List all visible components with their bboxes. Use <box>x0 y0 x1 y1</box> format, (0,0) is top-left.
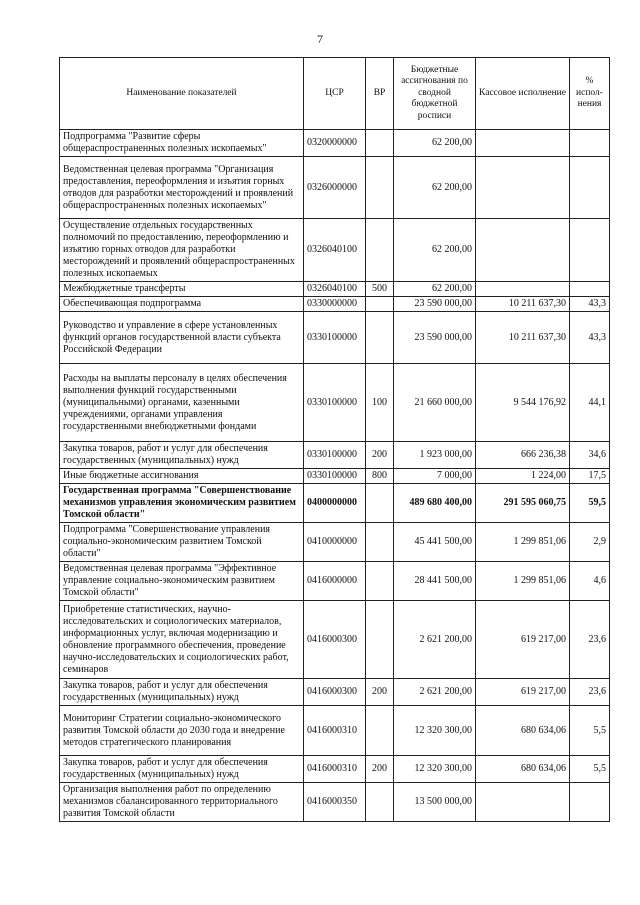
row-vr-cell <box>366 562 394 601</box>
table-row <box>60 562 610 601</box>
table-row <box>60 523 610 562</box>
row-name-cell: Закупка товаров, работ и услуг для обеспечения государственных (муниципальных) нужд <box>60 679 304 706</box>
row-csr-cell: 0330000000 <box>304 297 366 312</box>
row-name-cell: Мониторинг Стратегии социально-экономического развития Томской области до 2030 года и внедрение методов стратегического планирования <box>60 706 304 756</box>
row-cash-cell: 1 224,00 <box>476 469 570 484</box>
row-cash-cell: 619 217,00 <box>476 601 570 679</box>
row-percent-cell: 43,3 <box>570 297 610 312</box>
row-percent-cell: 17,5 <box>570 469 610 484</box>
row-csr-cell: 0410000000 <box>304 523 366 562</box>
row-assigned-cell: 28 441 500,00 <box>394 562 476 601</box>
row-name-cell: Осуществление отдельных государственных полномочий по предоставлению, переоформлению и изъятию горных отводов для разработки месторождений и проявлений общераспространенных полезных ископаемых <box>60 219 304 282</box>
header-percent: % испол-нения <box>570 58 610 130</box>
row-percent-cell: 5,5 <box>570 756 610 783</box>
row-percent-cell <box>570 219 610 282</box>
row-vr-cell <box>366 312 394 364</box>
row-cash-cell: 666 236,38 <box>476 442 570 469</box>
row-assigned-cell: 23 590 000,00 <box>394 297 476 312</box>
page-number: 7 <box>317 32 323 46</box>
header-name: Наименование показателей <box>60 58 304 130</box>
table-row <box>60 756 610 783</box>
row-percent-cell: 23,6 <box>570 601 610 679</box>
row-csr-cell: 0400000000 <box>304 484 366 523</box>
table-row <box>60 282 610 297</box>
row-assigned-cell: 62 200,00 <box>394 130 476 157</box>
row-name-cell: Закупка товаров, работ и услуг для обеспечения государственных (муниципальных) нужд <box>60 442 304 469</box>
row-assigned-cell: 13 500 000,00 <box>394 783 476 822</box>
row-cash-cell: 291 595 060,75 <box>476 484 570 523</box>
table-row <box>60 157 610 219</box>
row-percent-cell: 59,5 <box>570 484 610 523</box>
row-vr-cell <box>366 297 394 312</box>
row-name-cell: Ведомственная целевая программа "Организация предоставления, переоформления и изъятия горных отводов для разработки месторождений и проявлений общераспространенных полезных ископаемых" <box>60 157 304 219</box>
table-row <box>60 297 610 312</box>
row-assigned-cell: 21 660 000,00 <box>394 364 476 442</box>
row-percent-cell: 4,6 <box>570 562 610 601</box>
row-vr-cell <box>366 484 394 523</box>
row-name-cell: Расходы на выплаты персоналу в целях обеспечения выполнения функций государственными (муниципальными) органами, казенными учреждениями, органами управления государственными внебюджетными фондами <box>60 364 304 442</box>
row-percent-cell <box>570 783 610 822</box>
row-vr-cell <box>366 523 394 562</box>
row-assigned-cell: 62 200,00 <box>394 219 476 282</box>
row-csr-cell: 0330100000 <box>304 469 366 484</box>
table-row <box>60 364 610 442</box>
row-percent-cell: 43,3 <box>570 312 610 364</box>
row-vr-cell: 200 <box>366 442 394 469</box>
row-csr-cell: 0416000350 <box>304 783 366 822</box>
row-assigned-cell: 23 590 000,00 <box>394 312 476 364</box>
row-assigned-cell: 12 320 300,00 <box>394 706 476 756</box>
row-name-cell: Государственная программа "Совершенствование механизмов управления экономическим развитием Томской области" <box>60 484 304 523</box>
row-cash-cell: 619 217,00 <box>476 679 570 706</box>
row-cash-cell <box>476 783 570 822</box>
row-csr-cell: 0416000000 <box>304 562 366 601</box>
header-row <box>60 58 610 130</box>
table-row <box>60 312 610 364</box>
row-csr-cell: 0326040100 <box>304 219 366 282</box>
row-name-cell: Иные бюджетные ассигнования <box>60 469 304 484</box>
row-assigned-cell: 7 000,00 <box>394 469 476 484</box>
row-csr-cell: 0330100000 <box>304 442 366 469</box>
row-cash-cell <box>476 157 570 219</box>
header-vr: ВР <box>366 58 394 130</box>
row-vr-cell <box>366 706 394 756</box>
table-row <box>60 469 610 484</box>
row-name-cell: Организация выполнения работ по определению механизмов сбалансированного территориального развития Томской области <box>60 783 304 822</box>
row-csr-cell: 0416000300 <box>304 679 366 706</box>
row-cash-cell: 680 634,06 <box>476 756 570 783</box>
row-cash-cell: 9 544 176,92 <box>476 364 570 442</box>
row-cash-cell: 10 211 637,30 <box>476 312 570 364</box>
row-vr-cell <box>366 130 394 157</box>
row-cash-cell: 680 634,06 <box>476 706 570 756</box>
row-csr-cell: 0416000310 <box>304 706 366 756</box>
row-percent-cell: 23,6 <box>570 679 610 706</box>
table-row <box>60 442 610 469</box>
row-cash-cell <box>476 130 570 157</box>
row-assigned-cell: 1 923 000,00 <box>394 442 476 469</box>
row-name-cell: Межбюджетные трансферты <box>60 282 304 297</box>
table-body <box>60 130 610 822</box>
row-assigned-cell: 2 621 200,00 <box>394 601 476 679</box>
row-vr-cell: 500 <box>366 282 394 297</box>
row-name-cell: Закупка товаров, работ и услуг для обеспечения государственных (муниципальных) нужд <box>60 756 304 783</box>
row-vr-cell <box>366 601 394 679</box>
row-vr-cell: 100 <box>366 364 394 442</box>
table-row <box>60 130 610 157</box>
row-vr-cell: 200 <box>366 679 394 706</box>
row-vr-cell: 800 <box>366 469 394 484</box>
row-csr-cell: 0326000000 <box>304 157 366 219</box>
row-name-cell: Руководство и управление в сфере установленных функций органов государственной власти субъекта Российской Федерации <box>60 312 304 364</box>
row-name-cell: Обеспечивающая подпрограмма <box>60 297 304 312</box>
row-csr-cell: 0330100000 <box>304 312 366 364</box>
row-csr-cell: 0416000310 <box>304 756 366 783</box>
header-assigned: Бюджетные ассигнования по сводной бюджетной росписи <box>394 58 476 130</box>
row-cash-cell <box>476 219 570 282</box>
row-vr-cell <box>366 157 394 219</box>
row-cash-cell: 1 299 851,06 <box>476 562 570 601</box>
row-percent-cell: 44,1 <box>570 364 610 442</box>
row-assigned-cell: 489 680 400,00 <box>394 484 476 523</box>
header-csr: ЦСР <box>304 58 366 130</box>
row-assigned-cell: 2 621 200,00 <box>394 679 476 706</box>
row-csr-cell: 0416000300 <box>304 601 366 679</box>
table-row <box>60 601 610 679</box>
row-cash-cell <box>476 282 570 297</box>
row-vr-cell <box>366 219 394 282</box>
table-row <box>60 679 610 706</box>
row-name-cell: Подпрограмма "Развитие сферы общераспространенных полезных ископаемых" <box>60 130 304 157</box>
row-cash-cell: 1 299 851,06 <box>476 523 570 562</box>
row-name-cell: Приобретение статистических, научно-исследовательских и социологических материалов, информационных услуг, включая модернизацию и обновление программного обеспечения, проведение научно-исследовательских и социологических работ, семинаров <box>60 601 304 679</box>
row-assigned-cell: 45 441 500,00 <box>394 523 476 562</box>
row-name-cell: Ведомственная целевая программа "Эффективное управление социально-экономическим развитием Томской области" <box>60 562 304 601</box>
row-percent-cell <box>570 282 610 297</box>
table-row <box>60 783 610 822</box>
row-assigned-cell: 62 200,00 <box>394 157 476 219</box>
row-percent-cell: 34,6 <box>570 442 610 469</box>
row-assigned-cell: 12 320 300,00 <box>394 756 476 783</box>
row-vr-cell <box>366 783 394 822</box>
row-percent-cell: 5,5 <box>570 706 610 756</box>
row-cash-cell: 10 211 637,30 <box>476 297 570 312</box>
budget-table <box>59 57 610 822</box>
header-cash: Кассовое исполнение <box>476 58 570 130</box>
row-csr-cell: 0330100000 <box>304 364 366 442</box>
row-percent-cell <box>570 130 610 157</box>
row-name-cell: Подпрограмма "Совершенствование управления социально-экономическим развитием Томской области" <box>60 523 304 562</box>
table-row <box>60 484 610 523</box>
row-percent-cell: 2,9 <box>570 523 610 562</box>
row-csr-cell: 0320000000 <box>304 130 366 157</box>
row-assigned-cell: 62 200,00 <box>394 282 476 297</box>
table-row <box>60 219 610 282</box>
table-row <box>60 706 610 756</box>
row-percent-cell <box>570 157 610 219</box>
row-vr-cell: 200 <box>366 756 394 783</box>
row-csr-cell: 0326040100 <box>304 282 366 297</box>
